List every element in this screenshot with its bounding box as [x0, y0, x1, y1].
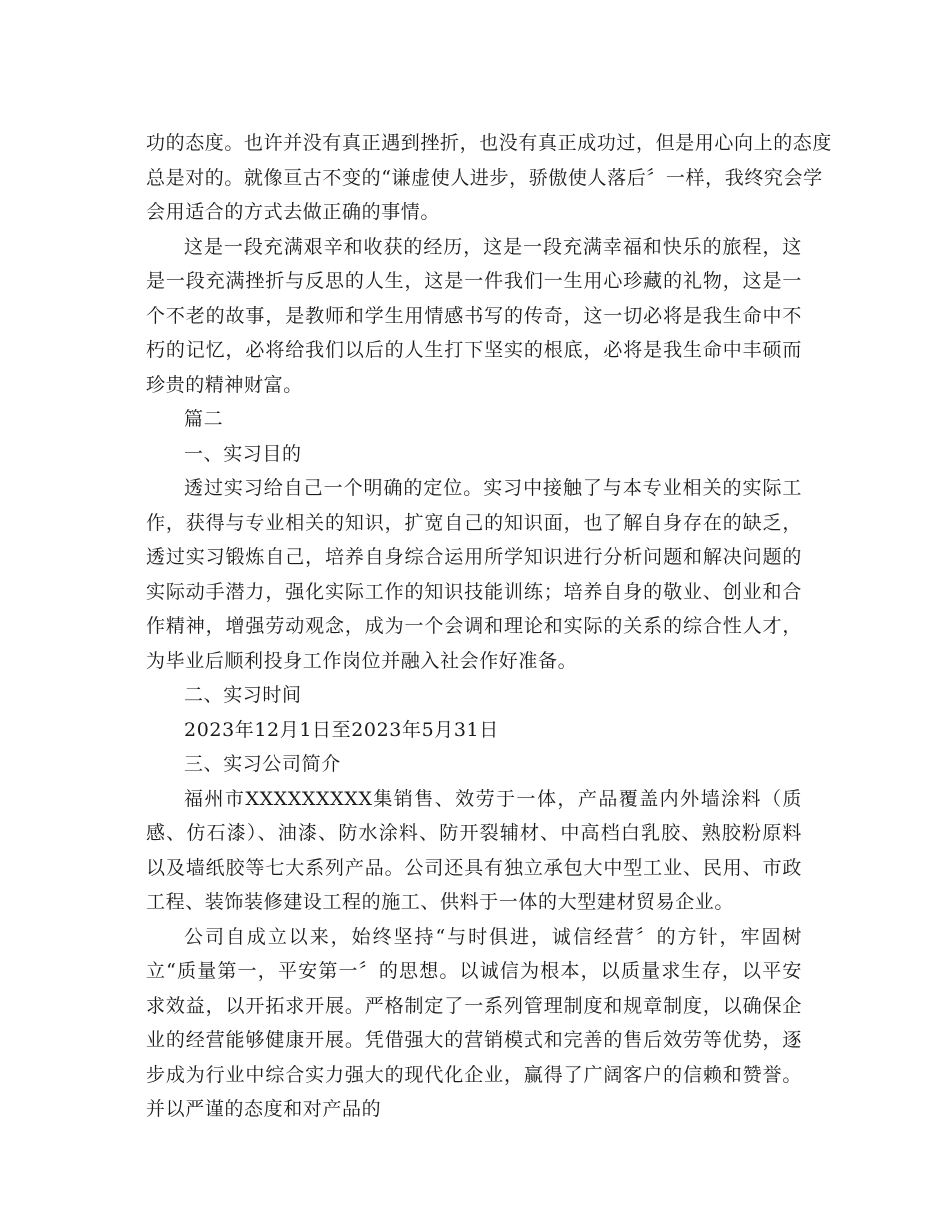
- heading-company-intro: 三、实习公司简介: [184, 753, 341, 775]
- heading-internship-purpose: 一、实习目的: [184, 442, 302, 465]
- text-line: 会用适合的方式去做正确的事情。: [146, 201, 441, 223]
- text-line: 功的态度。也许并没有真正遇到挫折，也没有真正成功过，但是用心向上的态度: [146, 132, 833, 154]
- heading-internship-time: 二、实习时间: [184, 684, 302, 706]
- paragraph-reflection: 这是一段充满艰辛和收获的经历，这是一段充满幸福和快乐的旅程，这是一段充满挫折与反思的人生，这是一件我们一生用心珍藏的礼物，这是一个不老的故事，是教师和学生用情感书写的传奇，这一切必将是我生命中不朽的记忆，必将给我们以后的人生打下坚实的根底，必将是我生命中丰硕而珍贵的精神财富。: [146, 235, 802, 396]
- internship-time-value: 2023年12月1日至2023年5月31日: [184, 718, 499, 741]
- text-line: 总是对的。就像亘古不变的“谦虚使人进步，骄傲使人落后〞一样，我终究会学: [146, 166, 823, 189]
- paragraph-continuation: [146, 126, 833, 230]
- paragraph-company-intro: 福州市XXXXXXXXX集销售、效劳于一体，产品覆盖内外墙涂料（质感、仿石漆）、油漆、防水涂料、防开裂辅材、中高档白乳胶、熟胶粉原料以及墙纸胶等七大系列产品。公司还具有独立承包大中型工业、民用、市政工程、装饰装修建设工程的施工、供料于一体的大型建材贸易企业。: [146, 787, 802, 913]
- document-page: [146, 126, 833, 1127]
- paragraph-internship-purpose: 透过实习给自己一个明确的定位。实习中接触了与本专业相关的实际工作，获得与专业相关的知识，扩宽自己的知识面，也了解自身存在的缺乏，透过实习锻炼自己，培养自身综合运用所学知识进行分析问题和解决问题的实际动手潜力，强化实际工作的知识技能训练；培养自身的敬业、创业和合作精神，增强劳动观念，成为一个会调和理论和实际的关系的综合性人才，为毕业后顺利投身工作岗位并融入社会作好准备。: [146, 477, 802, 672]
- paragraph-company-philosophy: 公司自成立以来，始终坚持“与时俱进，诚信经营〞的方针，牢固树立“质量第一，平安第一〞的思想。以诚信为根本，以质量求生存，以平安求效益，以开拓求开展。严格制定了一系列管理制度和规章制度，以确保企业的经营能够健康开展。凭借强大的营销模式和完善的售后效劳等优势，逐步成为行业中综合实力强大的现代化企业，赢得了广阔客户的信赖和赞誉。并以严谨的态度和对产品的: [146, 925, 802, 1120]
- section-label-part-two: 篇二: [184, 408, 224, 430]
